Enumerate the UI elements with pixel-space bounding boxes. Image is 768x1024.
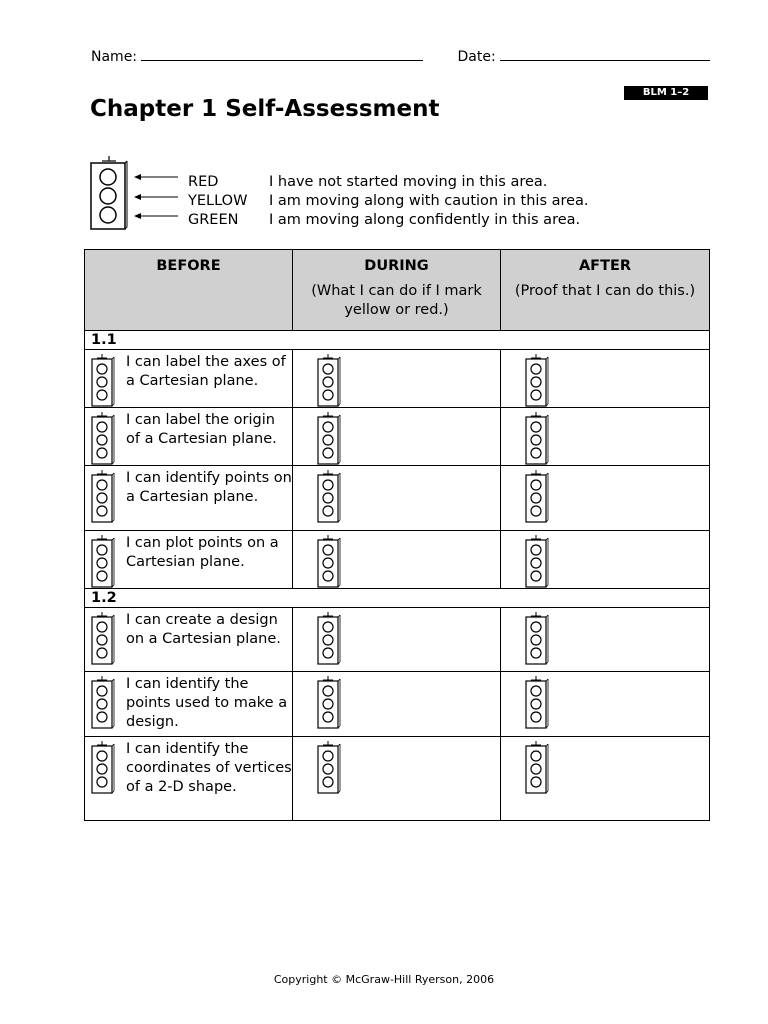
traffic-light-icon[interactable] (317, 741, 341, 799)
item-text: I can create a design on a Cartesian plane. (126, 612, 281, 647)
before-cell[interactable] (85, 531, 293, 589)
column-header-before (85, 250, 293, 331)
table-row (85, 737, 710, 821)
section-row (85, 589, 710, 608)
name-label: Name: (91, 49, 138, 65)
table-row (85, 350, 710, 408)
name-blank[interactable] (141, 60, 423, 61)
after-cell[interactable] (501, 737, 710, 821)
after-cell[interactable] (501, 350, 710, 408)
section-label: 1.2 (85, 589, 710, 608)
traffic-light-icon[interactable] (91, 354, 115, 412)
table-row (85, 408, 710, 466)
item-text: I can label the origin of a Cartesian plane. (126, 412, 277, 447)
table-row (85, 672, 710, 737)
traffic-light-icon[interactable] (91, 612, 115, 670)
traffic-light-icon[interactable] (317, 535, 341, 593)
section-row (85, 331, 710, 350)
during-cell[interactable] (293, 466, 501, 531)
during-cell[interactable] (293, 608, 501, 672)
table-body (85, 331, 710, 821)
arrow-left-icon (134, 191, 180, 203)
traffic-light-icon[interactable] (525, 354, 549, 412)
column-header-after (501, 250, 710, 331)
after-cell[interactable] (501, 531, 710, 589)
table-row (85, 608, 710, 672)
before-cell[interactable] (85, 672, 293, 737)
legend-color-green: GREEN (188, 212, 239, 228)
column-subtitle: (Proof that I can do this.) (514, 283, 696, 299)
traffic-light-icon[interactable] (91, 741, 115, 799)
copyright-footer: Copyright © McGraw-Hill Ryerson, 2006 (273, 973, 495, 986)
after-cell[interactable] (501, 672, 710, 737)
traffic-light-icon[interactable] (525, 741, 549, 799)
traffic-light-icon[interactable] (317, 354, 341, 412)
during-cell[interactable] (293, 737, 501, 821)
before-cell[interactable] (85, 408, 293, 466)
column-title: DURING (364, 258, 429, 274)
item-text: I can identify the coordinates of vertices of a 2-D shape. (126, 741, 292, 795)
table-row (85, 466, 710, 531)
during-cell[interactable] (293, 531, 501, 589)
before-cell[interactable] (85, 737, 293, 821)
after-cell[interactable] (501, 608, 710, 672)
before-cell[interactable] (85, 608, 293, 672)
legend-color-red: RED (188, 174, 219, 190)
traffic-light-icon[interactable] (525, 470, 549, 528)
table-header-row (85, 250, 710, 331)
during-cell[interactable] (293, 672, 501, 737)
arrow-left-icon (134, 171, 180, 183)
page-title: Chapter 1 Self-Assessment (90, 96, 440, 122)
during-cell[interactable] (293, 408, 501, 466)
legend-desc-red: I have not started moving in this area. (269, 174, 548, 190)
traffic-light-icon[interactable] (317, 612, 341, 670)
traffic-light-icon[interactable] (525, 412, 549, 470)
after-cell[interactable] (501, 466, 710, 531)
item-text: I can label the axes of a Cartesian plane. (126, 354, 286, 389)
traffic-light-icon (90, 155, 128, 231)
section-label: 1.1 (85, 331, 710, 350)
date-blank[interactable] (500, 60, 710, 61)
traffic-light-icon[interactable] (91, 535, 115, 593)
traffic-light-icon[interactable] (317, 412, 341, 470)
traffic-light-icon[interactable] (525, 612, 549, 670)
before-cell[interactable] (85, 350, 293, 408)
during-cell[interactable] (293, 350, 501, 408)
item-text: I can plot points on a Cartesian plane. (126, 535, 279, 570)
column-title: AFTER (578, 258, 632, 274)
traffic-light-icon[interactable] (317, 470, 341, 528)
date-label: Date: (457, 49, 496, 65)
traffic-light-icon[interactable] (525, 676, 549, 734)
self-assessment-table (84, 249, 710, 821)
before-cell[interactable] (85, 466, 293, 531)
legend-color-yellow: YELLOW (188, 193, 248, 209)
column-header-during (293, 250, 501, 331)
column-subtitle: (What I can do if I mark yellow or red.) (311, 283, 482, 318)
traffic-light-icon[interactable] (91, 470, 115, 528)
item-text: I can identify the points used to make a design. (126, 676, 288, 730)
blm-badge: BLM 1–2 (624, 86, 708, 100)
item-text: I can identify points on a Cartesian plane. (126, 470, 292, 505)
table-row (85, 531, 710, 589)
traffic-light-icon[interactable] (91, 676, 115, 734)
legend-desc-green: I am moving along confidently in this area. (269, 212, 581, 228)
arrow-left-icon (134, 210, 180, 222)
traffic-light-icon[interactable] (91, 412, 115, 470)
header-row (91, 49, 710, 65)
traffic-light-icon[interactable] (525, 535, 549, 593)
column-title: BEFORE (156, 258, 221, 274)
after-cell[interactable] (501, 408, 710, 466)
legend-desc-yellow: I am moving along with caution in this area. (269, 193, 589, 209)
traffic-light-icon[interactable] (317, 676, 341, 734)
